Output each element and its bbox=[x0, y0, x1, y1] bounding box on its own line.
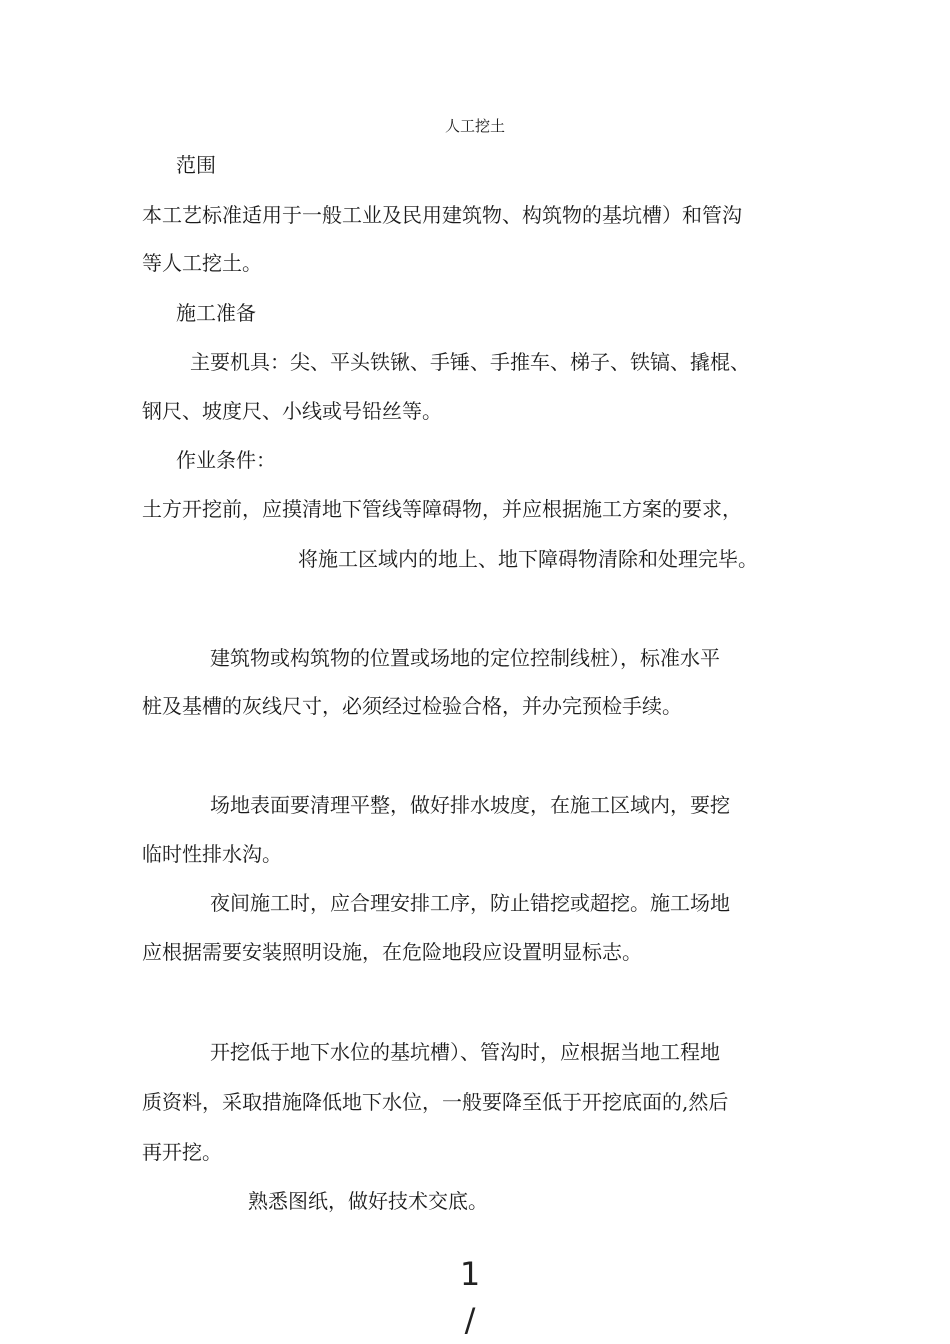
document-title: 人工挖土 bbox=[444, 117, 505, 135]
heading-preparation: 施工准备 bbox=[176, 301, 256, 325]
paragraph-line: 本工艺标准适用于一般工业及民用建筑物、构筑物的基坑槽）和管沟 bbox=[142, 203, 742, 227]
paragraph-line: 应根据需要安装照明设施，在危险地段应设置明显标志。 bbox=[142, 940, 642, 964]
paragraph-line: 夜间施工时，应合理安排工序，防止错挖或超挖。施工场地 bbox=[210, 891, 730, 915]
page-number-separator: / bbox=[464, 1301, 476, 1339]
paragraph-line: 将施工区域内的地上、地下障碍物清除和处理完毕。 bbox=[298, 547, 758, 571]
paragraph-line: 钢尺、坡度尺、小线或号铅丝等。 bbox=[142, 399, 442, 423]
paragraph-line: 临时性排水沟。 bbox=[142, 842, 282, 866]
paragraph-line: 质资料，采取措施降低地下水位，一般要降至低于开挖底面的,然后 bbox=[142, 1090, 729, 1114]
heading-scope: 范围 bbox=[176, 153, 216, 177]
paragraph-line: 土方开挖前，应摸清地下管线等障碍物，并应根据施工方案的要求， bbox=[142, 497, 742, 521]
paragraph-line: 熟悉图纸，做好技术交底。 bbox=[248, 1189, 488, 1213]
paragraph-line: 等人工挖土。 bbox=[142, 251, 262, 275]
paragraph-line: 主要机具：尖、平头铁锹、手锤、手推车、梯子、铁镐、撬棍、 bbox=[190, 350, 750, 374]
paragraph-line: 场地表面要清理平整，做好排水坡度，在施工区域内，要挖 bbox=[210, 793, 730, 817]
paragraph-line: 再开挖。 bbox=[142, 1140, 222, 1164]
paragraph-line: 桩及基槽的灰线尺寸，必须经过检验合格，并办完预检手续。 bbox=[142, 694, 682, 718]
heading-conditions: 作业条件： bbox=[176, 448, 276, 472]
paragraph-line: 建筑物或构筑物的位置或场地的定位控制线桩），标准水平 bbox=[210, 646, 720, 670]
paragraph-line: 开挖低于地下水位的基坑槽）、管沟时，应根据当地工程地 bbox=[210, 1040, 720, 1064]
page-number: 1 bbox=[459, 1255, 481, 1293]
